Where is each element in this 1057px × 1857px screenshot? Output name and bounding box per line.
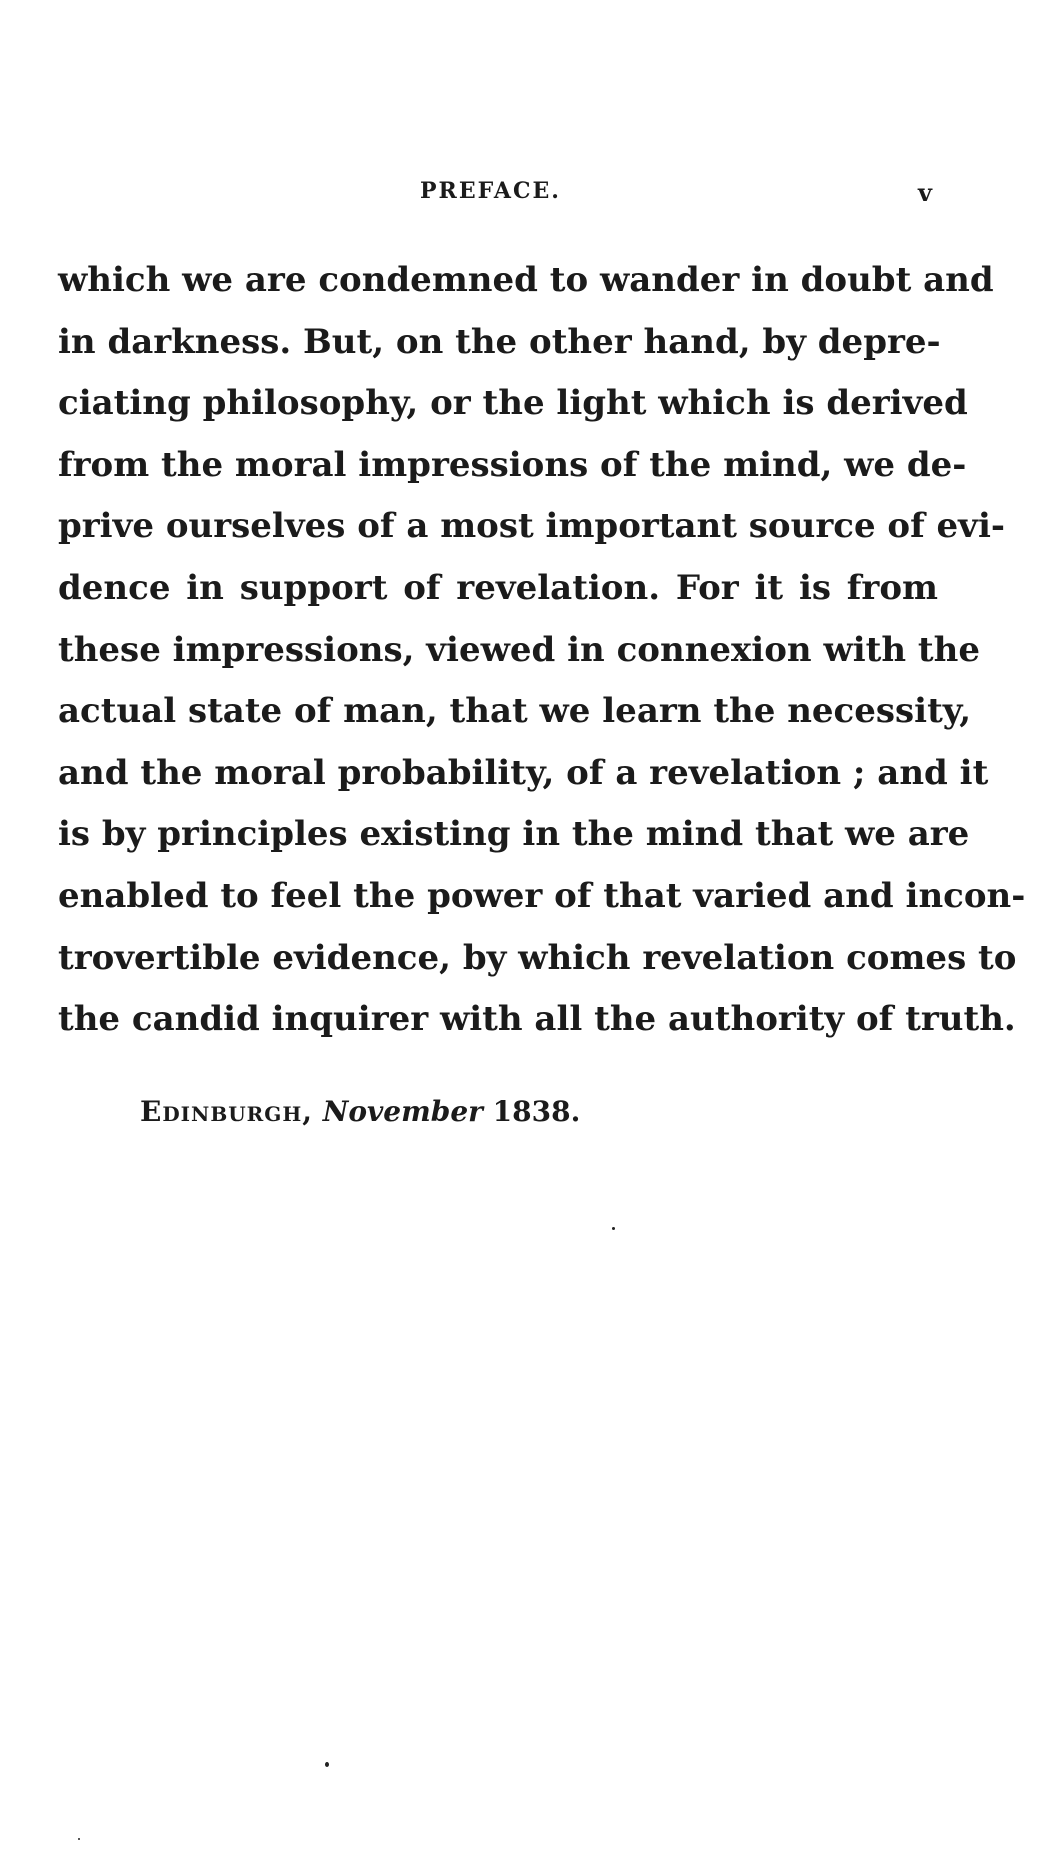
page-number: v [918, 178, 932, 207]
signature-month: November [322, 1095, 483, 1128]
text-line: enabled to feel the power of that varied and incon- [58, 875, 1026, 916]
ink-speck [78, 1838, 80, 1840]
signature-dateline [140, 1095, 580, 1128]
text-line: is by principles existing in the mind that we are [58, 814, 970, 855]
text-line: dence in support of revelation. For it is from [58, 567, 938, 608]
text-line: actual state of man, that we learn the necessity, [58, 691, 972, 732]
signature-place: Edinburgh, [140, 1095, 314, 1128]
text-line: trovertible evidence, by which revelation comes to [58, 937, 1017, 978]
running-title: PREFACE. [420, 178, 561, 204]
ink-speck [612, 1227, 615, 1230]
running-head [0, 178, 1057, 208]
text-line: from the moral impressions of the mind, we de- [58, 444, 967, 485]
body-paragraph [58, 250, 1026, 1051]
text-line: ciating philosophy, or the light which is derived [58, 383, 968, 424]
signature-year: 1838. [492, 1095, 581, 1128]
ink-speck [325, 1762, 329, 1767]
text-line: the candid inquirer with all the authority of truth. [58, 999, 1016, 1040]
text-line: these impressions, viewed in connexion with the [58, 629, 980, 670]
text-line: which we are condemned to wander in doubt and [58, 260, 994, 300]
text-line: in darkness. But, on the other hand, by depre- [58, 321, 941, 362]
text-line: and the moral probability, of a revelation ; and it [58, 752, 989, 793]
text-line: prive ourselves of a most important source of evi- [58, 506, 1005, 547]
